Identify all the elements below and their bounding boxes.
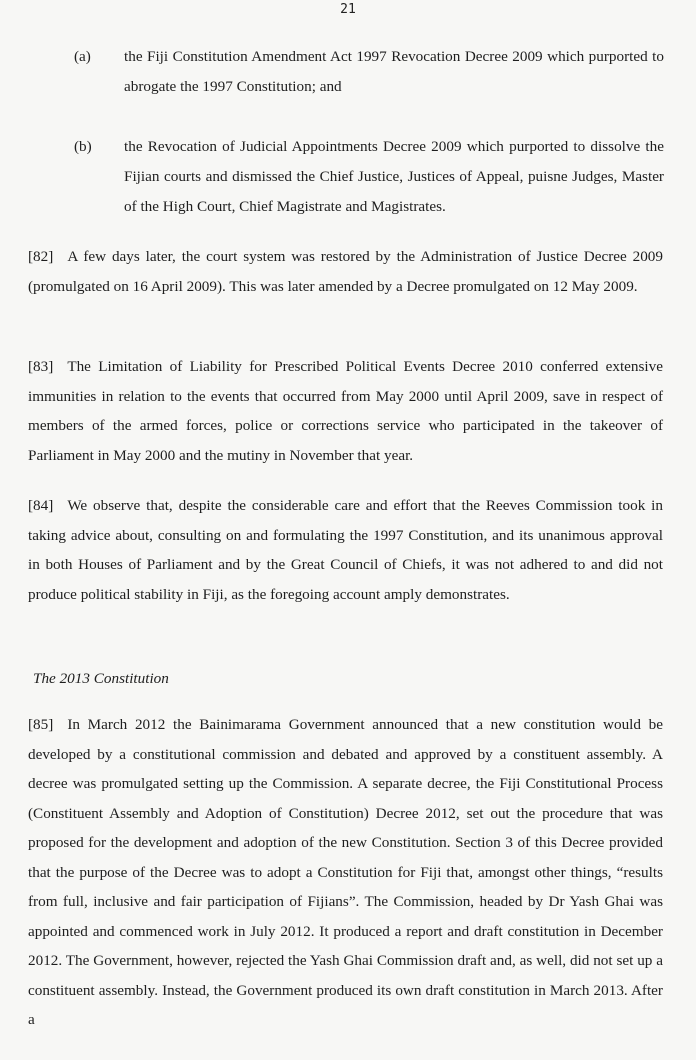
subparagraph-a (74, 42, 664, 102)
paragraph-number: [82] (28, 248, 54, 265)
subparagraph-label: (a) (74, 48, 91, 65)
paragraph-text: The Limitation of Liability for Prescribed Political Events Decree 2010 conferred extensive immunities in relation to the events that occurred from May 2000 until April 2009, save in respect of members of the armed forces, police or corrections service who participated in the takeover of Parliament in May 2000 and the mutiny in November that year. (28, 358, 663, 464)
paragraph-text: In March 2012 the Bainimarama Government announced that a new constitution would be developed by a constitutional commission and debated and approved by a constituent assembly. A decree was promulgated setting up the Commission. A separate decree, the Fiji Constitutional Process (Constituent Assembly and Adoption of Constitution) Decree 2012, set out the procedure that was proposed for the development and adoption of the new Constitution. Section 3 of this Decree provided that the purpose of the Decree was to adopt a Constitution for Fiji that, amongst other things, “results from full, inclusive and fair participation of Fijians”. The Commission, headed by Dr Yash Ghai was appointed and commenced work in July 2012. It produced a report and draft constitution in December 2012. The Government, however, rejected the Yash Ghai Commission draft and, as well, did not set up a constituent assembly. Instead, the Government produced its own draft constitution in March 2013. After a (28, 716, 663, 1028)
paragraph-85 (28, 710, 663, 1035)
paragraph-83 (28, 352, 663, 470)
paragraph-text: We observe that, despite the considerable care and effort that the Reeves Commission took in taking advice about, consulting on and formulating the 1997 Constitution, and its unanimous approval in both Houses of Parliament and by the Great Council of Chiefs, it was not adhered to and did not produce political stability in Fiji, as the foregoing account amply demonstrates. (28, 497, 663, 603)
paragraph-number: [83] (28, 358, 54, 375)
paragraph-82 (28, 242, 663, 301)
paragraph-text: A few days later, the court system was restored by the Administration of Justice Decree 2009 (promulgated on 16 April 2009). This was later amended by a Decree promulgated on 12 May 2009. (28, 248, 663, 295)
subparagraph-text: the Fiji Constitution Amendment Act 1997 Revocation Decree 2009 which purported to abrogate the 1997 Constitution; and (124, 48, 664, 95)
paragraph-84 (28, 491, 663, 609)
subparagraph-text: the Revocation of Judicial Appointments Decree 2009 which purported to dissolve the Fijian courts and dismissed the Chief Justice, Justices of Appeal, puisne Judges, Master of the High Court, Chief Magistrate and Magistrates. (124, 138, 664, 215)
page-number: 21 (340, 2, 356, 17)
section-heading: The 2013 Constitution (33, 670, 169, 687)
paragraph-number: [85] (28, 716, 54, 733)
subparagraph-b (74, 132, 664, 222)
paragraph-number: [84] (28, 497, 54, 514)
subparagraph-label: (b) (74, 138, 92, 155)
